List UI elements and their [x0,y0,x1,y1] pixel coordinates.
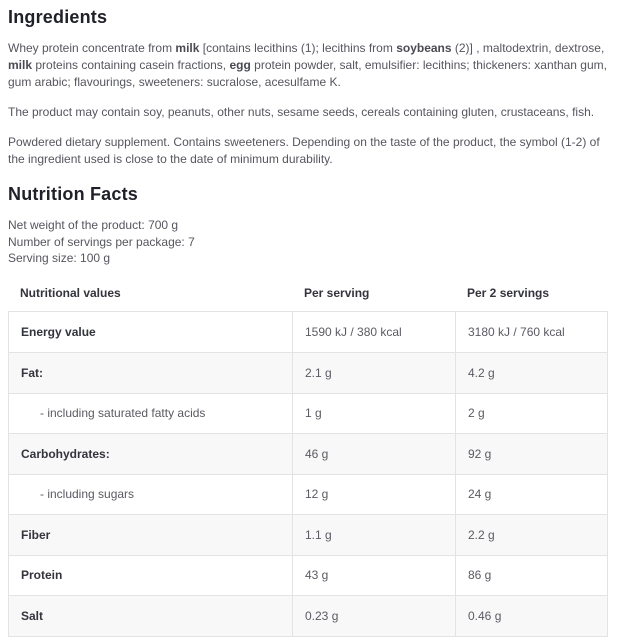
cell-per-serving-value: 43 g [292,556,455,596]
composition-text: Whey protein concentrate from [8,41,176,55]
net-weight-text: Net weight of the product: 700 g [8,218,179,232]
servings-per-package-text: Number of servings per package: 7 [8,234,195,249]
nutrition-table-row [9,595,607,636]
cell-per-serving-value: 0.23 g [292,596,455,636]
nutrition-table-row [9,352,607,393]
ingredients-title: Ingredients [8,7,108,27]
allergen-may-contain-paragraph: The product may contain soy, peanuts, other nuts, sesame seeds, cereals containing gluten, crustaceans, fish. [8,105,595,119]
nutrition-table-row [9,514,607,555]
cell-nutrient-label: Carbohydrates: [21,446,110,461]
cell-nutrient-label: Fat: [21,365,43,380]
cell-per-serving-value: 12 g [292,475,455,515]
nutrition-table-row [9,555,607,596]
cell-per-2-servings-value: 2 g [455,394,607,434]
nutrition-table [8,311,608,637]
nutrition-facts-title: Nutrition Facts [8,184,139,204]
serving-size-text: Serving size: 100 g [8,251,111,265]
supplement-note-paragraph: Powdered dietary supplement. Contains sweeteners. Depending on the taste of the product, the symbol (1-2) of the ingredient used is close to the date of minimum durability. [8,135,600,166]
cell-per-serving-value: 1 g [292,394,455,434]
ingredients-composition-paragraph [8,40,615,91]
cell-per-2-servings-value: 2.2 g [455,515,607,555]
cell-per-2-servings-value: 3180 kJ / 760 kcal [455,312,607,353]
allergen-bold-text: milk [8,58,33,72]
nutrition-table-row [9,312,607,353]
nutrition-meta [8,217,615,267]
cell-per-serving-value: 2.1 g [292,353,455,393]
header-nutritional-values: Nutritional values [20,285,121,300]
cell-per-serving-value: 1.1 g [292,515,455,555]
composition-text: [contains lecithins (1); lecithins from [199,41,397,55]
allergen-bold-text: milk [175,41,200,55]
allergen-bold-text: egg [229,58,251,72]
nutrition-table-row [9,474,607,515]
cell-nutrient-label: Salt [21,608,44,623]
header-per-2-servings: Per 2 servings [467,285,550,300]
composition-text: (2)] , maltodextrin, dextrose, [451,41,605,55]
nutrition-table-row [9,433,607,474]
composition-text: proteins containing casein fractions, [32,58,230,72]
nutrition-table-header-row [8,275,608,311]
cell-nutrient-label: - including sugars [40,487,135,502]
allergen-bold-text: soybeans [396,41,452,55]
cell-nutrient-label: Fiber [21,527,51,542]
nutrition-table-row [9,393,607,434]
cell-nutrient-label: Protein [21,568,63,583]
header-per-serving: Per serving [304,285,370,300]
cell-nutrient-label: - including saturated fatty acids [40,406,206,421]
cell-per-2-servings-value: 92 g [455,434,607,474]
cell-nutrient-label: Energy value [21,324,96,339]
cell-per-serving-value: 1590 kJ / 380 kcal [292,312,455,353]
cell-per-2-servings-value: 86 g [455,556,607,596]
cell-per-2-servings-value: 0.46 g [455,596,607,636]
cell-per-2-servings-value: 24 g [455,475,607,515]
cell-per-serving-value: 46 g [292,434,455,474]
composition-text: protein powder, salt, emulsifier: lecithins; thickeners: xanthan gum, gum arabic; flavourings, sweeteners: sucralose, acesulfame K. [8,58,607,89]
cell-per-2-servings-value: 4.2 g [455,353,607,393]
